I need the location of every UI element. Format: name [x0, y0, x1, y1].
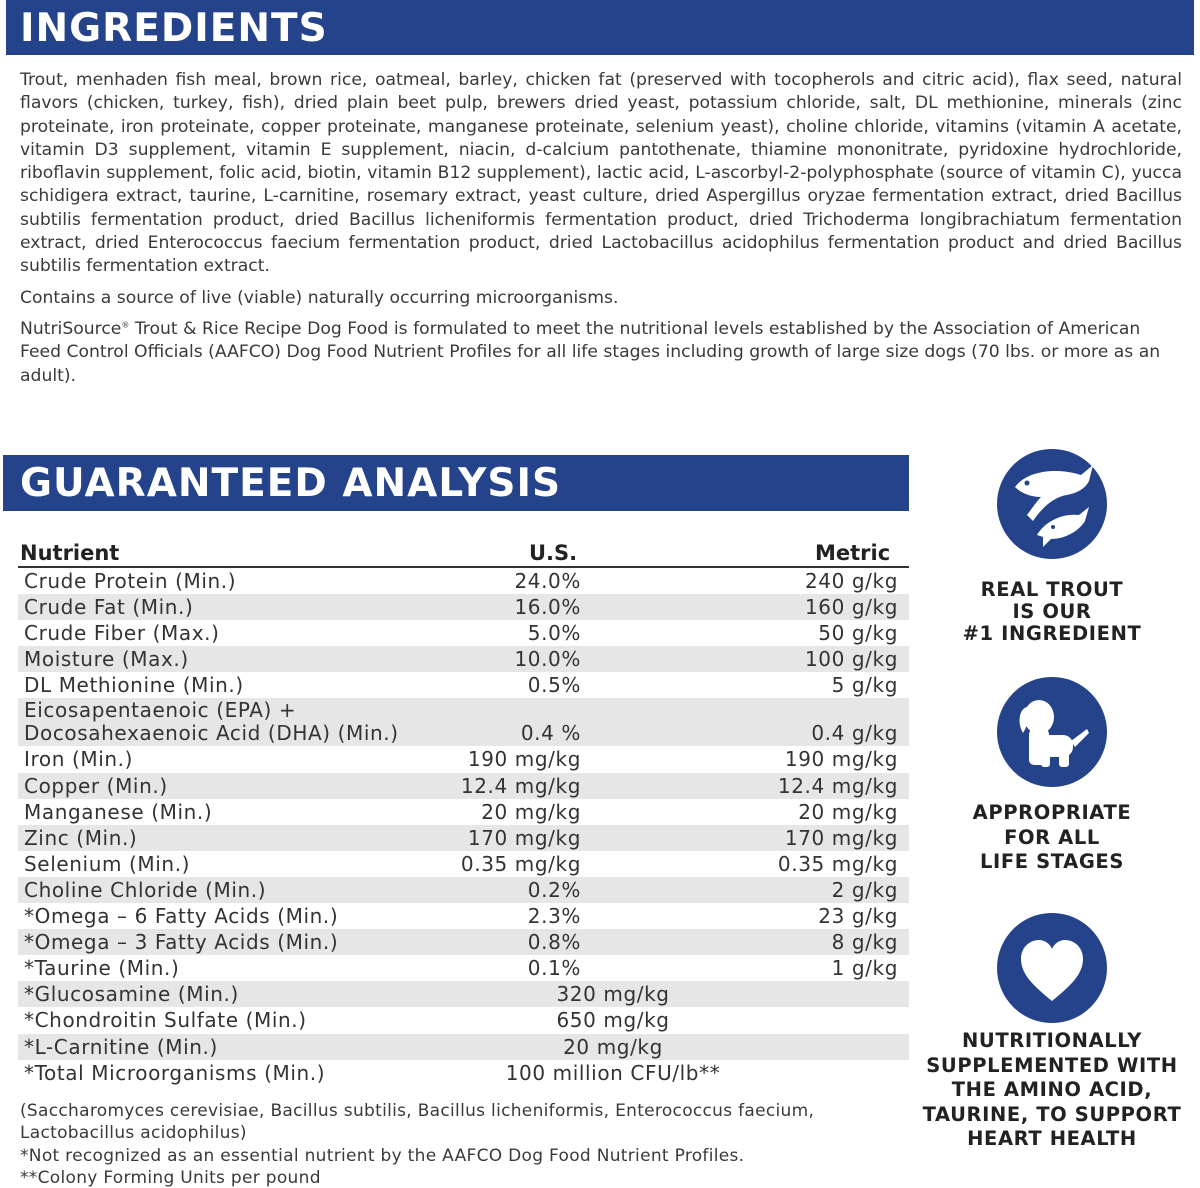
- table-row: [18, 955, 909, 981]
- table-row: [18, 568, 909, 594]
- footnote-single-star: *Not recognized as an essential nutrient by the AAFCO Dog Food Nutrient Profiles.: [20, 1145, 745, 1166]
- nutrient-name: Zinc (Min.): [24, 825, 138, 850]
- us-value: 16.0%: [514, 595, 581, 620]
- table-row: [18, 1060, 909, 1086]
- us-value: 2.3%: [527, 904, 581, 929]
- analysis-banner: [3, 455, 909, 511]
- us-value: 12.4 mg/kg: [460, 773, 581, 798]
- aafco-text: Trout & Rice Recipe Dog Food is formulated to meet the nutritional levels established by the Association of American Feed Control Officials (AAFCO) Dog Food Nutrient Profiles for all life stages including growth of large size dogs (70 lbs. or more as an adult).: [20, 318, 1161, 386]
- nutrient-name: Crude Fat (Min.): [24, 595, 194, 620]
- ingredients-list: Trout, menhaden fish meal, brown rice, oatmeal, barley, chicken fat (preserved with tocopherols and citric acid), flax seed, natural flavors (chicken, turkey, fish), dried plain beet pulp, brewers dried yeast, potassium chloride, salt, DL methionine, minerals (zinc proteinate, iron proteinate, copper proteinate, manganese proteinate, selenium yeast), choline chloride, vitamins (vitamin A acetate, vitamin D3 supplement, vitamin E supplement, niacin, d-calcium pantothenate, thiamine mononitrate, pyridoxine hydrochloride, riboflavin supplement, folic acid, biotin, vitamin B12 supplement), lactic acid, L-ascorbyl-2-polyphosphate (source of vitamin C), yucca schidigera extract, taurine, L-carnitine, rosemary extract, yeast culture, dried Aspergillus oryzae fermentation extract, dried Bacillus subtilis fermentation product, dried Bacillus licheniformis fermentation product, dried Trichoderma longibrachiatum fermentation extract, dried Enterococcus faecium fermentation product, dried Lactobacillus acidophilus fermentation product and dried Bacillus subtilis fermentation extract.: [20, 70, 1182, 277]
- microorganisms-note: Contains a source of live (viable) naturally occurring microorganisms.: [20, 287, 619, 308]
- metric-value: 12.4 mg/kg: [777, 773, 898, 798]
- table-row: [18, 851, 909, 877]
- heart-icon: [997, 913, 1107, 1023]
- puppy-badge: [997, 677, 1107, 787]
- caption-line: HEART HEALTH: [967, 1127, 1137, 1150]
- table-row: [18, 746, 909, 772]
- ingredients-title: INGREDIENTS: [20, 6, 328, 51]
- table-row: [18, 877, 909, 903]
- feature-caption-trout: [912, 579, 1192, 645]
- ingredients-banner: [6, 0, 1194, 55]
- table-row: [18, 646, 909, 672]
- caption-line: LIFE STAGES: [979, 850, 1124, 873]
- metric-value: 1 g/kg: [831, 956, 898, 981]
- table-row: [18, 929, 909, 955]
- metric-value: 100 g/kg: [804, 647, 898, 672]
- nutrient-name-line2: Docosahexaenoic Acid (DHA) (Min.): [24, 721, 399, 746]
- metric-value: 50 g/kg: [818, 621, 898, 646]
- us-value: 5.0%: [527, 621, 581, 646]
- table-row: [18, 620, 909, 646]
- nutrient-name: Crude Protein (Min.): [24, 569, 237, 593]
- fish-icon: [997, 449, 1107, 559]
- caption-line: IS OUR: [1012, 600, 1092, 623]
- combined-value: 100 million CFU/lb**: [505, 1060, 721, 1085]
- fish-badge: [997, 449, 1107, 559]
- nutrient-name: Iron (Min.): [24, 747, 134, 772]
- footnote-double-star: **Colony Forming Units per pound: [20, 1167, 321, 1188]
- analysis-table-header: [18, 540, 909, 568]
- table-row: [18, 799, 909, 825]
- metric-value: 0.35 mg/kg: [777, 851, 898, 876]
- nutrient-name-line1: Eicosapentaenoic (EPA) +: [24, 698, 297, 723]
- puppy-icon: [997, 677, 1107, 787]
- caption-line: REAL TROUT: [980, 578, 1124, 601]
- nutrient-name: Copper (Min.): [24, 773, 168, 798]
- nutrient-name: Crude Fiber (Max.): [24, 621, 220, 646]
- analysis-table: [18, 540, 909, 1086]
- metric-value: 23 g/kg: [818, 904, 898, 929]
- table-row: [18, 594, 909, 620]
- nutrient-name: DL Methionine (Min.): [24, 673, 244, 698]
- us-value: 20 mg/kg: [481, 799, 581, 824]
- us-value: 0.2%: [527, 877, 581, 902]
- nutrient-name: Choline Chloride (Min.): [24, 877, 267, 902]
- nutrient-name: *L-Carnitine (Min.): [24, 1034, 218, 1059]
- metric-value: 20 mg/kg: [798, 799, 898, 824]
- us-value: 170 mg/kg: [467, 825, 581, 850]
- metric-value: 240 g/kg: [804, 569, 898, 593]
- metric-value: 160 g/kg: [804, 595, 898, 620]
- caption-line: NUTRITIONALLY: [961, 1029, 1142, 1052]
- analysis-footnotes: [20, 1100, 900, 1188]
- caption-line: FOR ALL: [1004, 825, 1100, 849]
- feature-caption-taurine: [912, 1029, 1192, 1152]
- footnote-species: (Saccharomyces cerevisiae, Bacillus subtilis, Bacillus licheniformis, Enterococcus faecium, Lactobacillus acidophilus): [20, 1101, 815, 1144]
- nutrient-name: *Omega – 3 Fatty Acids (Min.): [24, 930, 339, 955]
- nutrient-name: Manganese (Min.): [24, 799, 213, 824]
- nutrient-name: *Omega – 6 Fatty Acids (Min.): [24, 904, 339, 929]
- registered-mark: ®: [121, 320, 130, 330]
- us-value: 0.4 %: [520, 721, 581, 746]
- header-metric: Metric: [815, 541, 891, 565]
- caption-line: APPROPRIATE: [972, 801, 1132, 824]
- metric-value: 170 mg/kg: [784, 825, 898, 850]
- us-value: 0.5%: [527, 673, 581, 698]
- ingredients-text: [20, 69, 1182, 388]
- combined-value: 20 mg/kg: [563, 1034, 663, 1059]
- caption-line: THE AMINO ACID,: [951, 1078, 1153, 1101]
- header-nutrient: Nutrient: [20, 541, 120, 565]
- nutrient-name: *Total Microorganisms (Min.): [24, 1060, 326, 1085]
- nutrient-name: *Glucosamine (Min.): [24, 982, 239, 1007]
- heart-badge: [997, 913, 1107, 1023]
- brand-name: NutriSource: [20, 318, 122, 339]
- combined-value: 320 mg/kg: [556, 982, 670, 1007]
- nutrient-name: Selenium (Min.): [24, 851, 191, 876]
- metric-value: 2 g/kg: [831, 877, 898, 902]
- metric-value: 0.4 g/kg: [811, 721, 898, 746]
- us-value: 24.0%: [514, 569, 581, 593]
- combined-value: 650 mg/kg: [556, 1008, 670, 1033]
- nutrient-name: [24, 699, 399, 745]
- table-row: [18, 773, 909, 799]
- feature-caption-life-stages: [912, 801, 1192, 875]
- table-row: [18, 825, 909, 851]
- analysis-title: GUARANTEED ANALYSIS: [20, 461, 562, 506]
- metric-value: 8 g/kg: [831, 930, 898, 955]
- nutrient-name: *Taurine (Min.): [24, 956, 180, 981]
- nutrient-name: Moisture (Max.): [24, 647, 189, 672]
- table-row: [18, 672, 909, 698]
- nutrient-name: *Chondroitin Sulfate (Min.): [24, 1008, 307, 1033]
- header-us: U.S.: [529, 541, 578, 565]
- table-row: [18, 1007, 909, 1033]
- table-row: [18, 903, 909, 929]
- metric-value: 5 g/kg: [831, 673, 898, 698]
- table-row: [18, 981, 909, 1007]
- us-value: 0.8%: [527, 930, 581, 955]
- us-value: 190 mg/kg: [467, 747, 581, 772]
- us-value: 0.35 mg/kg: [460, 851, 581, 876]
- caption-line: #1 INGREDIENT: [962, 622, 1142, 645]
- us-value: 0.1%: [527, 956, 581, 981]
- metric-value: 190 mg/kg: [784, 747, 898, 772]
- table-row: [18, 698, 909, 746]
- aafco-statement: [20, 318, 1182, 388]
- table-row: [18, 1034, 909, 1060]
- caption-line: SUPPLEMENTED WITH: [926, 1053, 1178, 1077]
- us-value: 10.0%: [514, 647, 581, 672]
- caption-line: TAURINE, TO SUPPORT: [922, 1102, 1182, 1126]
